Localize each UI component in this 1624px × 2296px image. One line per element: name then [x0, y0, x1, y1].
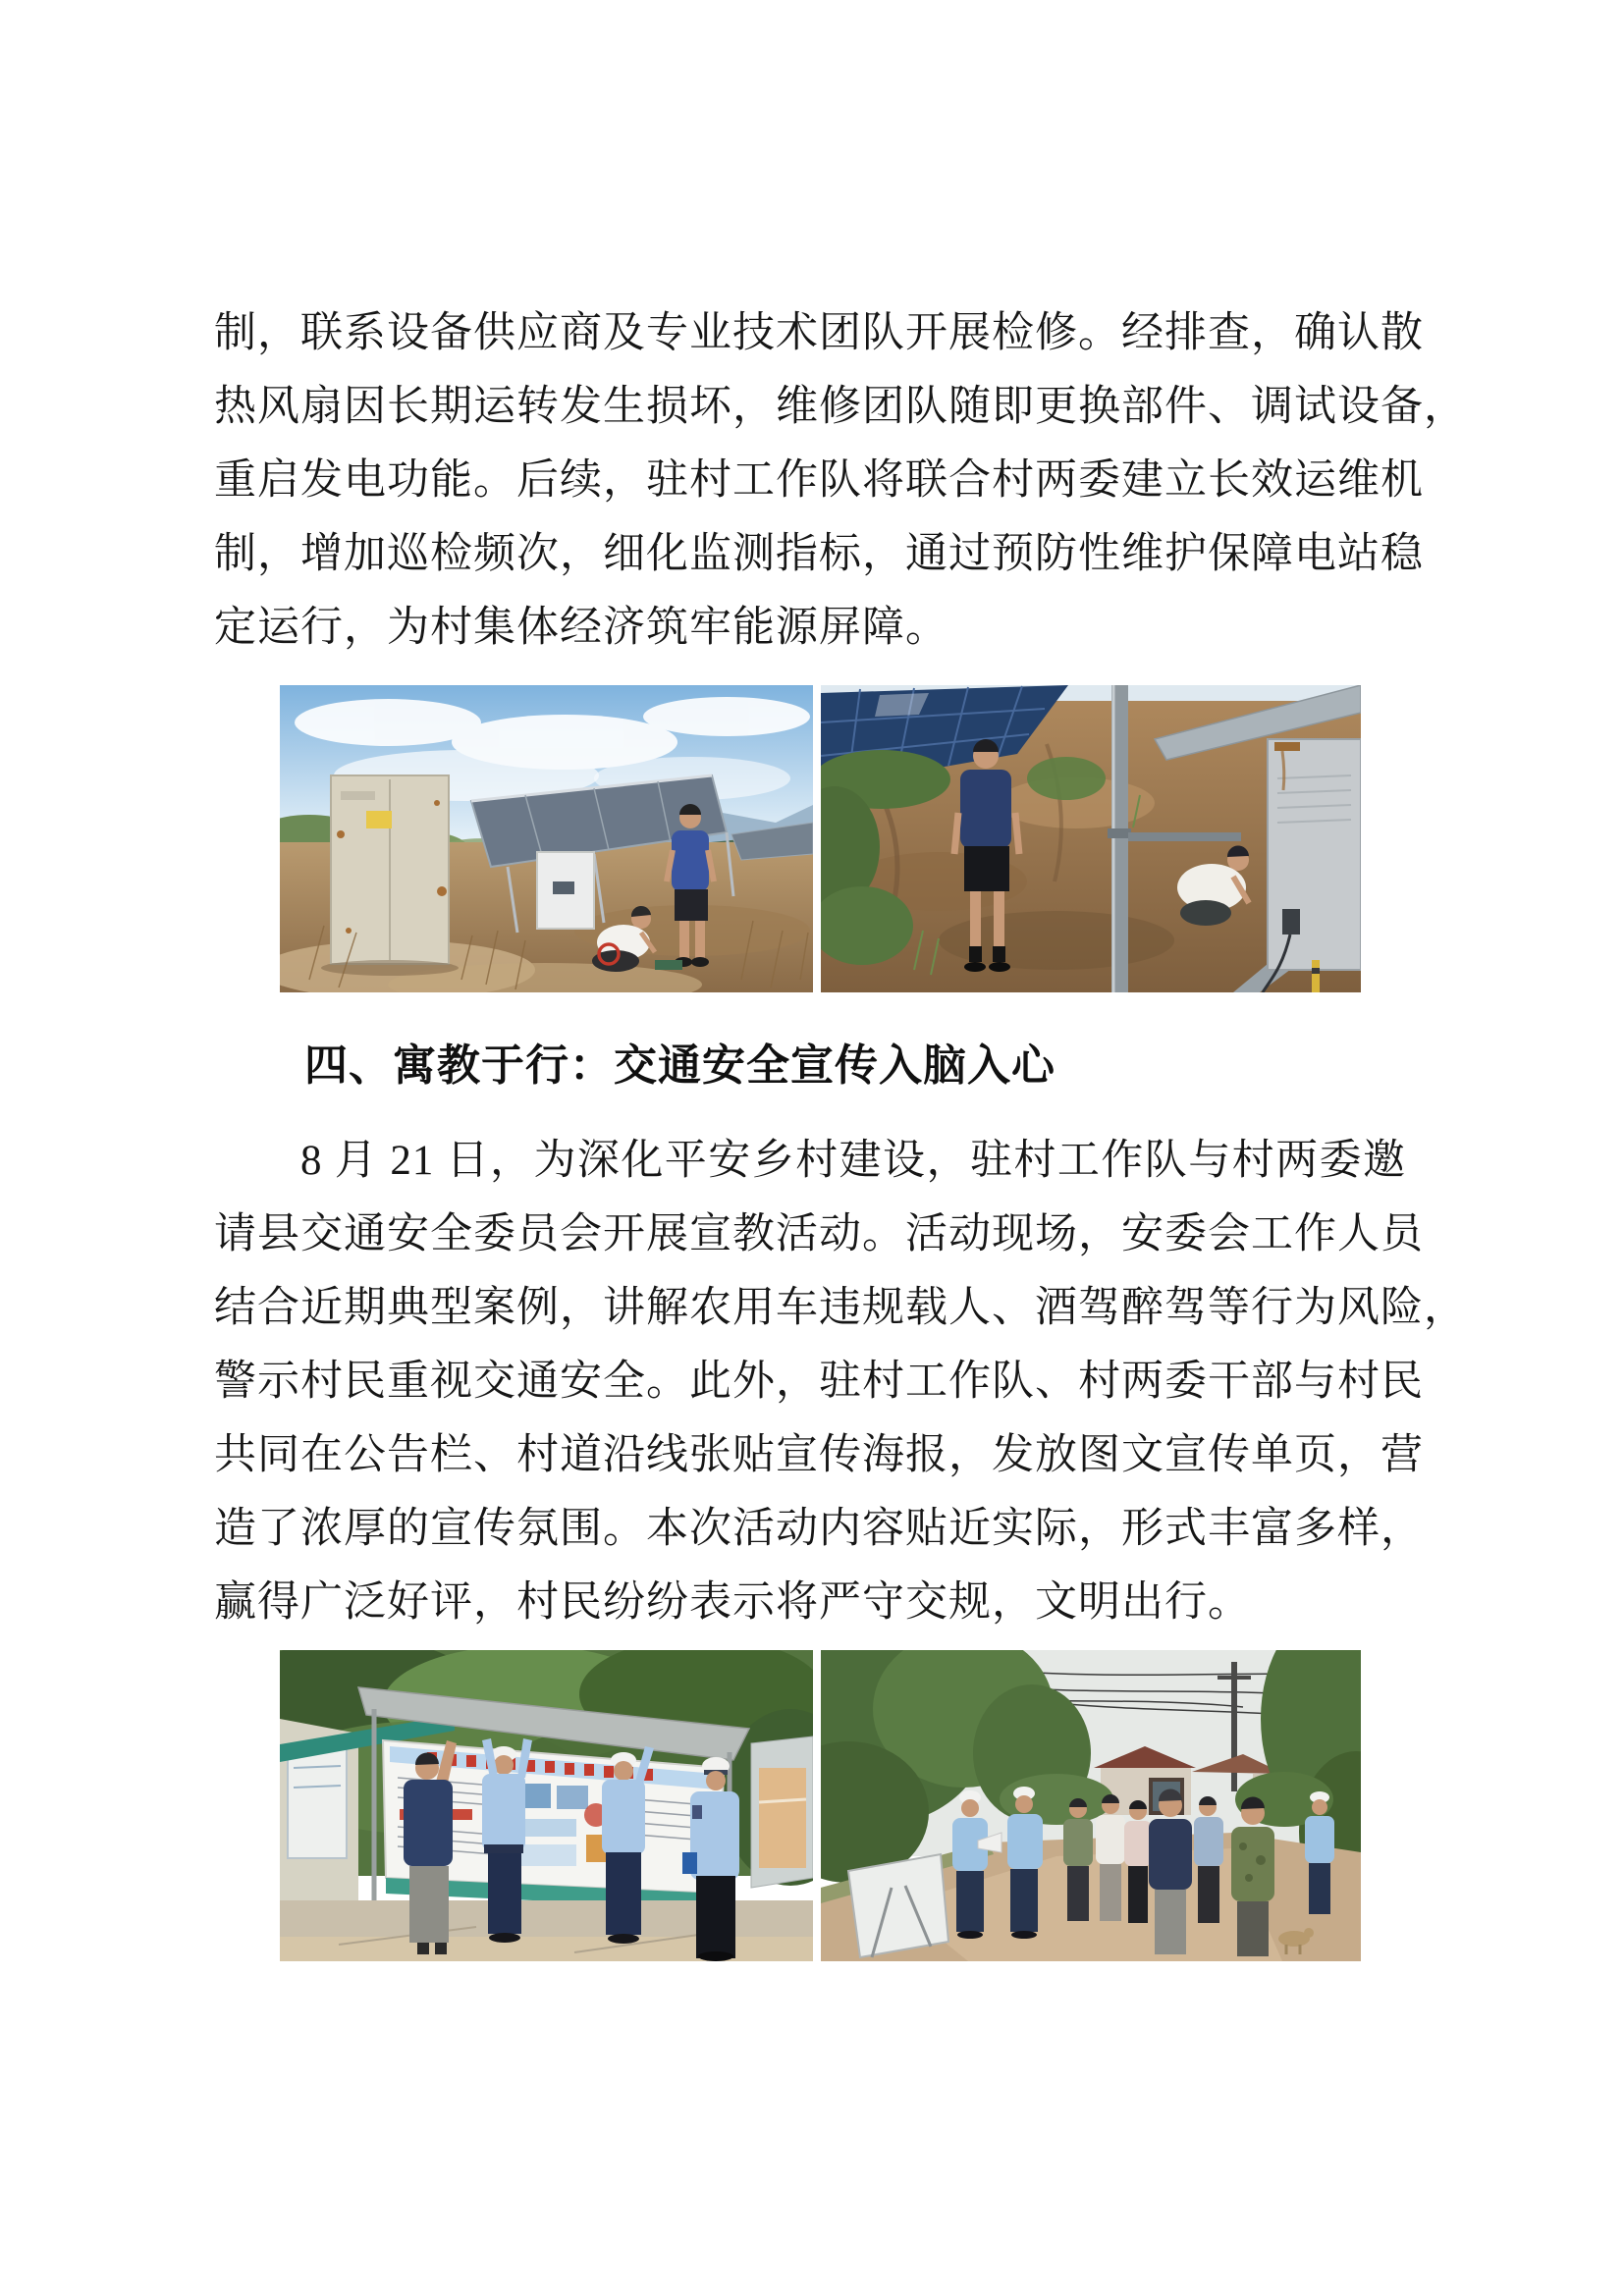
- text-line: 重启发电功能。后续，驻村工作队将联合村两委建立长效运维机: [214, 457, 1424, 504]
- pole-crossarm: [1218, 1676, 1251, 1680]
- equipment-cabinet: [321, 775, 459, 976]
- display-easel: [848, 1854, 948, 1957]
- marker-band: [1312, 968, 1320, 974]
- text-line: 定运行，为村集体经济筑牢能源屏障。: [214, 605, 948, 651]
- poster-blue-box-2: [515, 1844, 576, 1866]
- right-display-case: [751, 1736, 813, 1888]
- toolbox: [655, 960, 682, 970]
- inverter-box: [537, 852, 594, 929]
- solar-station-site-image: [280, 685, 813, 992]
- text-line: 警示村民重视交通安全。此外，驻村工作队、村两委干部与村民: [214, 1359, 1424, 1405]
- text-line: 共同在公告栏、村道沿线张贴宣传海报，发放图文宣传单页，营: [214, 1432, 1424, 1478]
- poster-installation-image: [280, 1650, 813, 1961]
- photo-solar-station-site: [280, 685, 813, 992]
- photo-row-solar: [280, 685, 1406, 992]
- text-line: 热风扇因长期运转发生损坏，维修团队随即更换部件、调试设备，: [214, 384, 1467, 430]
- text-line: 制，联系设备供应商及专业技术团队开展检修。经排查，确认散: [214, 310, 1424, 356]
- text-line: 结合近期典型案例，讲解农用车违规载人、酒驾醉驾等行为风险，: [214, 1285, 1467, 1331]
- paragraph-maintenance: [214, 296, 1467, 665]
- text-line: 赢得广泛好评，村民纷纷表示将严守交规，文明出行。: [214, 1579, 1251, 1626]
- section-heading: 四、寓教于行：交通安全宣传入脑入心: [304, 1041, 1056, 1090]
- photo-road-safety-briefing: [821, 1650, 1361, 1961]
- paragraph-traffic: [214, 1124, 1467, 1639]
- photo-row-traffic: [280, 1650, 1406, 1961]
- solar-equipment-inspection-image: [821, 685, 1361, 992]
- photo-poster-installation: [280, 1650, 813, 1961]
- poster-photo-2: [557, 1786, 588, 1809]
- equipment-cabinet-gray: [1263, 739, 1361, 992]
- text-line: 造了浓厚的宣传氛围。本次活动内容贴近实际，形式丰富多样，: [214, 1506, 1424, 1552]
- text-line: 制，增加巡检频次，细化监测指标，通过预防性维护保障电站稳: [214, 531, 1424, 577]
- marker-post: [1312, 960, 1320, 992]
- text-line: 请县交通安全委员会开展宣教活动。活动现场，安委会工作人员: [214, 1211, 1424, 1257]
- road-safety-briefing-image: [821, 1650, 1361, 1961]
- photo-solar-equipment-inspection: [821, 685, 1361, 992]
- text-line: 8 月 21 日，为深化平安乡村建设，驻村工作队与村两委邀: [300, 1138, 1406, 1184]
